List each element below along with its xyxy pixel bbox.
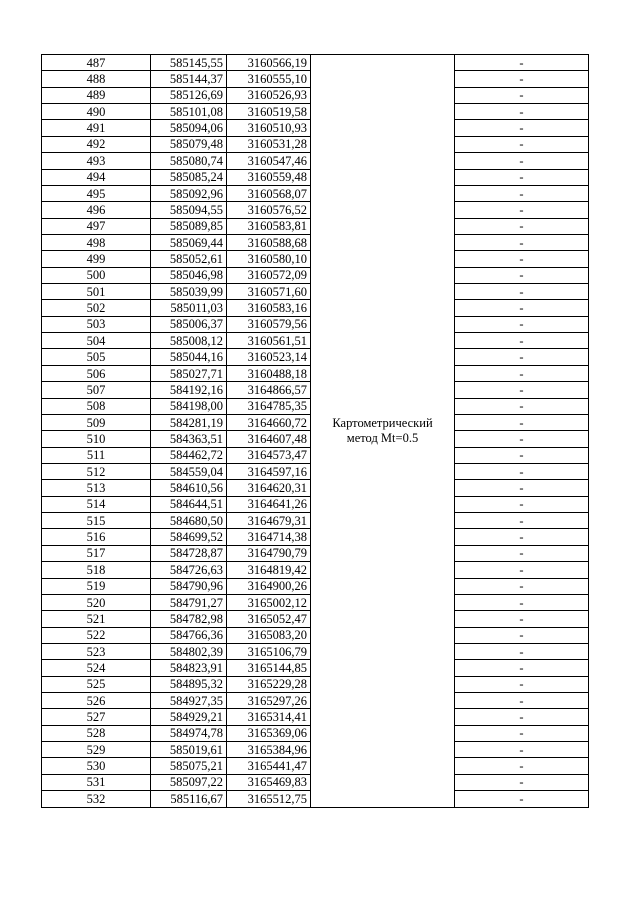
accuracy-cell: - [455,71,589,87]
point-number-cell: 520 [42,594,151,610]
x-coordinate-cell: 585039,99 [151,284,227,300]
point-number-cell: 499 [42,251,151,267]
y-coordinate-cell: 3160547,46 [227,153,311,169]
point-number-cell: 514 [42,496,151,512]
y-coordinate-cell: 3160488,18 [227,365,311,381]
point-number-cell: 498 [42,234,151,250]
point-number-cell: 517 [42,545,151,561]
accuracy-cell: - [455,676,589,692]
y-coordinate-cell: 3164900,26 [227,578,311,594]
y-coordinate-cell: 3165106,79 [227,643,311,659]
x-coordinate-cell: 585092,96 [151,185,227,201]
x-coordinate-cell: 585006,37 [151,316,227,332]
accuracy-cell: - [455,153,589,169]
x-coordinate-cell: 585027,71 [151,365,227,381]
accuracy-cell: - [455,725,589,741]
accuracy-cell: - [455,185,589,201]
table-row [42,55,589,71]
x-coordinate-cell: 584363,51 [151,431,227,447]
accuracy-cell: - [455,333,589,349]
x-coordinate-cell: 584462,72 [151,447,227,463]
point-number-cell: 488 [42,71,151,87]
y-coordinate-cell: 3164660,72 [227,414,311,430]
accuracy-cell: - [455,463,589,479]
accuracy-cell: - [455,447,589,463]
point-number-cell: 492 [42,136,151,152]
y-coordinate-cell: 3160523,14 [227,349,311,365]
point-number-cell: 528 [42,725,151,741]
point-number-cell: 529 [42,742,151,758]
point-number-cell: 522 [42,627,151,643]
point-number-cell: 530 [42,758,151,774]
y-coordinate-cell: 3160566,19 [227,55,311,71]
accuracy-cell: - [455,300,589,316]
y-coordinate-cell: 3160583,16 [227,300,311,316]
x-coordinate-cell: 585011,03 [151,300,227,316]
y-coordinate-cell: 3165144,85 [227,660,311,676]
accuracy-cell: - [455,529,589,545]
x-coordinate-cell: 584699,52 [151,529,227,545]
point-number-cell: 489 [42,87,151,103]
x-coordinate-cell: 585089,85 [151,218,227,234]
y-coordinate-cell: 3165384,96 [227,742,311,758]
y-coordinate-cell: 3164620,31 [227,480,311,496]
accuracy-cell: - [455,251,589,267]
y-coordinate-cell: 3164714,38 [227,529,311,545]
y-coordinate-cell: 3164819,42 [227,562,311,578]
accuracy-cell: - [455,791,589,807]
x-coordinate-cell: 584726,63 [151,562,227,578]
y-coordinate-cell: 3160576,52 [227,202,311,218]
accuracy-cell: - [455,594,589,610]
x-coordinate-cell: 585116,67 [151,791,227,807]
y-coordinate-cell: 3164607,48 [227,431,311,447]
point-number-cell: 513 [42,480,151,496]
x-coordinate-cell: 584929,21 [151,709,227,725]
x-coordinate-cell: 585008,12 [151,333,227,349]
accuracy-cell: - [455,513,589,529]
x-coordinate-cell: 585052,61 [151,251,227,267]
x-coordinate-cell: 584791,27 [151,594,227,610]
accuracy-cell: - [455,136,589,152]
accuracy-cell: - [455,545,589,561]
x-coordinate-cell: 584728,87 [151,545,227,561]
x-coordinate-cell: 585046,98 [151,267,227,283]
x-coordinate-cell: 584790,96 [151,578,227,594]
point-number-cell: 531 [42,774,151,790]
point-number-cell: 527 [42,709,151,725]
accuracy-cell: - [455,758,589,774]
x-coordinate-cell: 585044,16 [151,349,227,365]
accuracy-cell: - [455,480,589,496]
y-coordinate-cell: 3160571,60 [227,284,311,300]
point-number-cell: 515 [42,513,151,529]
accuracy-cell: - [455,349,589,365]
x-coordinate-cell: 584644,51 [151,496,227,512]
accuracy-cell: - [455,693,589,709]
y-coordinate-cell: 3165002,12 [227,594,311,610]
x-coordinate-cell: 584610,56 [151,480,227,496]
point-number-cell: 506 [42,365,151,381]
y-coordinate-cell: 3160561,51 [227,333,311,349]
y-coordinate-cell: 3165369,06 [227,725,311,741]
y-coordinate-cell: 3160510,93 [227,120,311,136]
accuracy-cell: - [455,496,589,512]
y-coordinate-cell: 3160519,58 [227,104,311,120]
y-coordinate-cell: 3164790,79 [227,545,311,561]
point-number-cell: 502 [42,300,151,316]
point-number-cell: 526 [42,693,151,709]
y-coordinate-cell: 3164573,47 [227,447,311,463]
point-number-cell: 490 [42,104,151,120]
accuracy-cell: - [455,643,589,659]
x-coordinate-cell: 585069,44 [151,234,227,250]
point-number-cell: 500 [42,267,151,283]
y-coordinate-cell: 3160579,56 [227,316,311,332]
accuracy-cell: - [455,104,589,120]
y-coordinate-cell: 3165441,47 [227,758,311,774]
point-number-cell: 501 [42,284,151,300]
x-coordinate-cell: 585094,55 [151,202,227,218]
point-number-cell: 496 [42,202,151,218]
point-number-cell: 493 [42,153,151,169]
x-coordinate-cell: 584782,98 [151,611,227,627]
x-coordinate-cell: 584766,36 [151,627,227,643]
point-number-cell: 507 [42,382,151,398]
point-number-cell: 521 [42,611,151,627]
accuracy-cell: - [455,120,589,136]
point-number-cell: 519 [42,578,151,594]
accuracy-cell: - [455,234,589,250]
x-coordinate-cell: 585019,61 [151,742,227,758]
y-coordinate-cell: 3160555,10 [227,71,311,87]
accuracy-cell: - [455,578,589,594]
accuracy-cell: - [455,611,589,627]
accuracy-cell: - [455,382,589,398]
y-coordinate-cell: 3164679,31 [227,513,311,529]
accuracy-cell: - [455,431,589,447]
x-coordinate-cell: 585097,22 [151,774,227,790]
method-cell: Картометрический метод Mt=0.5 [311,55,455,808]
y-coordinate-cell: 3160583,81 [227,218,311,234]
x-coordinate-cell: 584559,04 [151,463,227,479]
x-coordinate-cell: 585075,21 [151,758,227,774]
y-coordinate-cell: 3160568,07 [227,185,311,201]
point-number-cell: 505 [42,349,151,365]
point-number-cell: 518 [42,562,151,578]
point-number-cell: 497 [42,218,151,234]
point-number-cell: 491 [42,120,151,136]
point-number-cell: 495 [42,185,151,201]
coordinates-table [41,54,589,808]
x-coordinate-cell: 584198,00 [151,398,227,414]
x-coordinate-cell: 584974,78 [151,725,227,741]
coordinates-table-body [42,55,589,808]
x-coordinate-cell: 584895,32 [151,676,227,692]
x-coordinate-cell: 585144,37 [151,71,227,87]
y-coordinate-cell: 3160531,28 [227,136,311,152]
y-coordinate-cell: 3165314,41 [227,709,311,725]
x-coordinate-cell: 585101,08 [151,104,227,120]
x-coordinate-cell: 584680,50 [151,513,227,529]
y-coordinate-cell: 3160572,09 [227,267,311,283]
accuracy-cell: - [455,55,589,71]
y-coordinate-cell: 3165512,75 [227,791,311,807]
y-coordinate-cell: 3165052,47 [227,611,311,627]
accuracy-cell: - [455,169,589,185]
point-number-cell: 532 [42,791,151,807]
point-number-cell: 508 [42,398,151,414]
accuracy-cell: - [455,774,589,790]
y-coordinate-cell: 3160580,10 [227,251,311,267]
accuracy-cell: - [455,202,589,218]
point-number-cell: 512 [42,463,151,479]
x-coordinate-cell: 584802,39 [151,643,227,659]
x-coordinate-cell: 585079,48 [151,136,227,152]
y-coordinate-cell: 3160526,93 [227,87,311,103]
accuracy-cell: - [455,398,589,414]
y-coordinate-cell: 3165297,26 [227,693,311,709]
x-coordinate-cell: 585085,24 [151,169,227,185]
x-coordinate-cell: 584823,91 [151,660,227,676]
y-coordinate-cell: 3165083,20 [227,627,311,643]
accuracy-cell: - [455,660,589,676]
accuracy-cell: - [455,414,589,430]
y-coordinate-cell: 3164866,57 [227,382,311,398]
accuracy-cell: - [455,742,589,758]
y-coordinate-cell: 3165469,83 [227,774,311,790]
x-coordinate-cell: 585126,69 [151,87,227,103]
x-coordinate-cell: 584281,19 [151,414,227,430]
accuracy-cell: - [455,627,589,643]
accuracy-cell: - [455,709,589,725]
point-number-cell: 510 [42,431,151,447]
y-coordinate-cell: 3160559,48 [227,169,311,185]
accuracy-cell: - [455,316,589,332]
point-number-cell: 494 [42,169,151,185]
accuracy-cell: - [455,218,589,234]
point-number-cell: 524 [42,660,151,676]
y-coordinate-cell: 3164597,16 [227,463,311,479]
point-number-cell: 504 [42,333,151,349]
point-number-cell: 509 [42,414,151,430]
x-coordinate-cell: 585080,74 [151,153,227,169]
y-coordinate-cell: 3160588,68 [227,234,311,250]
y-coordinate-cell: 3164785,35 [227,398,311,414]
accuracy-cell: - [455,562,589,578]
x-coordinate-cell: 585145,55 [151,55,227,71]
point-number-cell: 516 [42,529,151,545]
point-number-cell: 487 [42,55,151,71]
x-coordinate-cell: 585094,06 [151,120,227,136]
point-number-cell: 525 [42,676,151,692]
accuracy-cell: - [455,87,589,103]
accuracy-cell: - [455,284,589,300]
accuracy-cell: - [455,365,589,381]
accuracy-cell: - [455,267,589,283]
y-coordinate-cell: 3164641,26 [227,496,311,512]
point-number-cell: 503 [42,316,151,332]
x-coordinate-cell: 584927,35 [151,693,227,709]
x-coordinate-cell: 584192,16 [151,382,227,398]
point-number-cell: 523 [42,643,151,659]
point-number-cell: 511 [42,447,151,463]
y-coordinate-cell: 3165229,28 [227,676,311,692]
